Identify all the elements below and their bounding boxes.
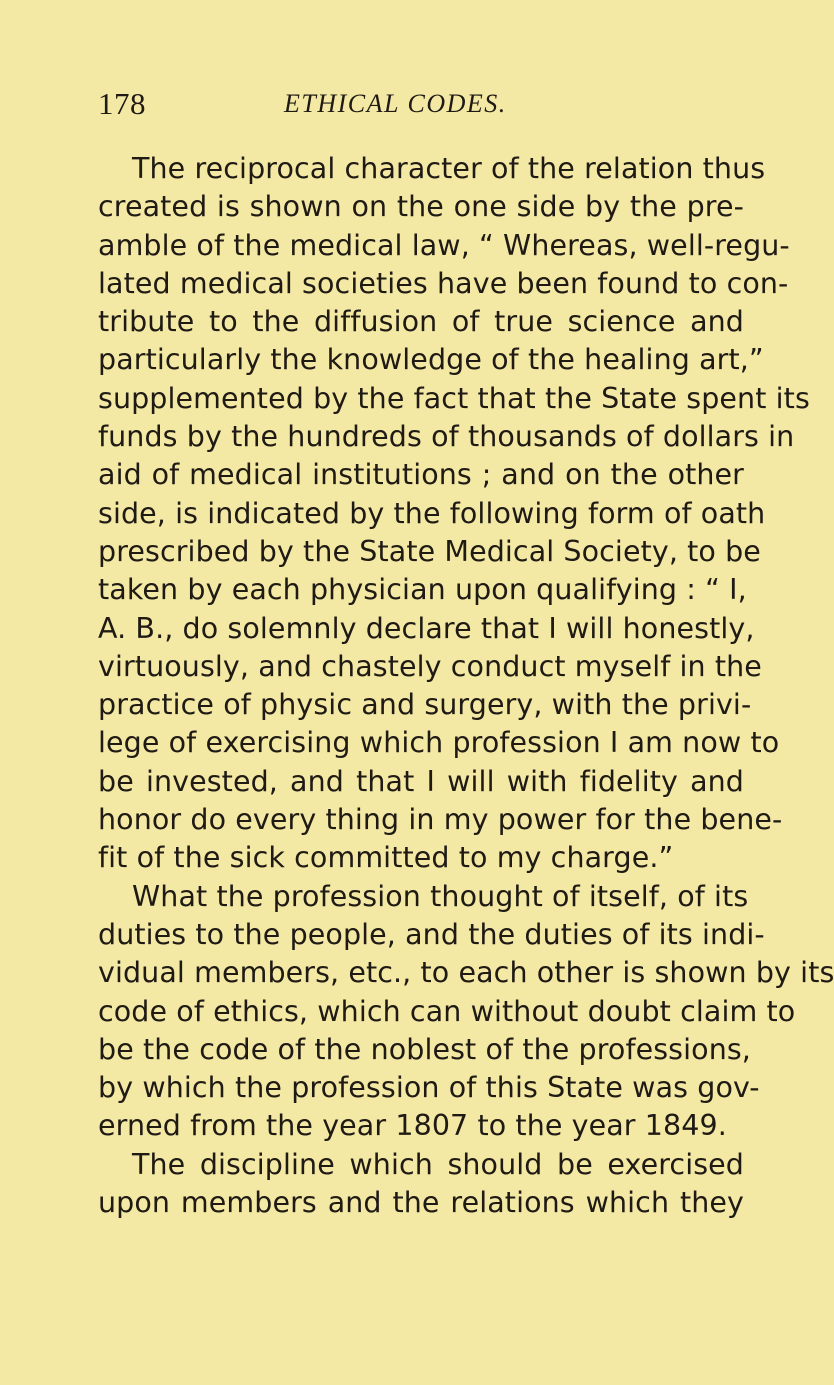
text-line: funds by the hundreds of thousands of dollars in xyxy=(98,420,795,454)
running-title: ETHICAL CODES. xyxy=(284,89,507,118)
text-line: practice of physic and surgery, with the privi- xyxy=(98,688,752,722)
text-line: tribute to the diffusion of true science and xyxy=(98,305,744,339)
text-line: aid of medical institutions ; and on the other xyxy=(98,458,744,492)
text-line: vidual members, etc., to each other is shown by its xyxy=(98,956,834,990)
text-line: supplemented by the fact that the State spent its xyxy=(98,381,810,415)
text-line: The reciprocal character of the relation thus xyxy=(132,152,766,185)
text-line: by which the profession of this State was gov- xyxy=(98,1071,760,1105)
page-header xyxy=(98,86,743,126)
text-line: side, is indicated by the following form of oath xyxy=(98,496,766,530)
body-text xyxy=(98,150,834,1222)
text-line: be invested, and that I will with fidelity and xyxy=(98,764,744,798)
text-line: honor do every thing in my power for the bene- xyxy=(98,803,783,837)
text-line: The discipline which should be exercised xyxy=(132,1147,744,1181)
text-line: amble of the medical law, “ Whereas, well-regu- xyxy=(98,228,790,262)
text-line: A. B., do solemnly declare that I will honestly, xyxy=(98,611,755,645)
text-line: erned from the year 1807 to the year 1849. xyxy=(98,1109,727,1143)
text-line: be the code of the noblest of the professions, xyxy=(98,1032,751,1066)
text-line: What the profession thought of itself, of its xyxy=(132,879,749,913)
text-line: lated medical societies have been found to con- xyxy=(98,266,789,300)
text-line: created is shown on the one side by the pre- xyxy=(98,190,744,224)
text-line: virtuously, and chastely conduct myself in the xyxy=(98,649,762,683)
text-line: fit of the sick committed to my charge.” xyxy=(98,841,674,875)
text-line: prescribed by the State Medical Society, to be xyxy=(98,534,761,568)
text-line: duties to the people, and the duties of its indi- xyxy=(98,917,765,951)
text-line: particularly the knowledge of the healing art,” xyxy=(98,343,764,377)
page-number: 178 xyxy=(98,86,146,121)
text-line: code of ethics, which can without doubt claim to xyxy=(98,994,796,1028)
text-line: taken by each physician upon qualifying : “ I, xyxy=(98,573,747,607)
text-line: lege of exercising which profession I am now to xyxy=(98,726,780,760)
text-line: upon members and the relations which they xyxy=(98,1186,744,1220)
